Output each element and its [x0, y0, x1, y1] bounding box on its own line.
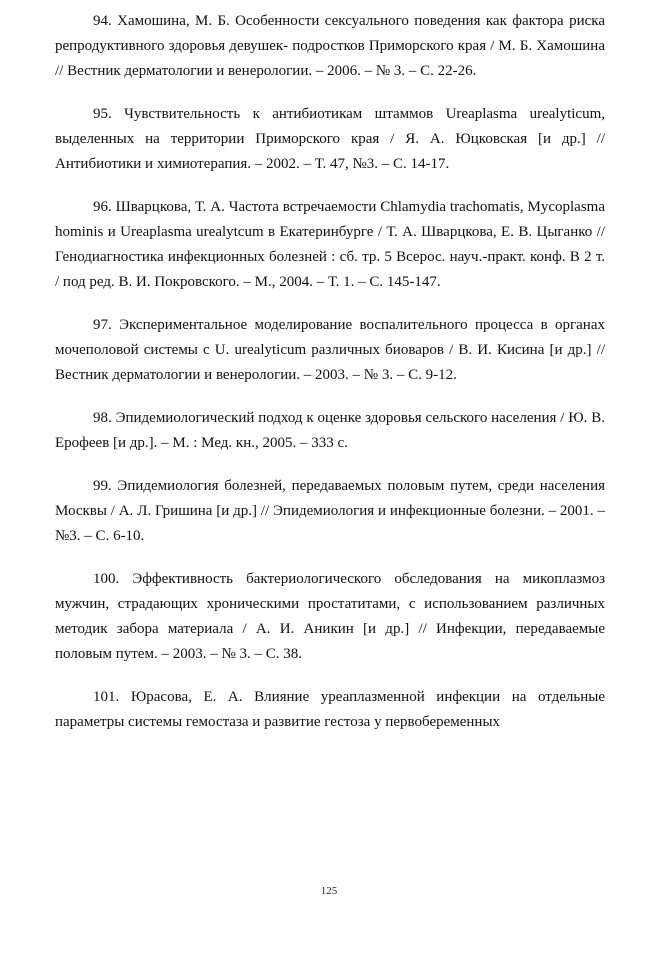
- reference-97: 97. Экспериментальное моделирование воспалительного процесса в органах мочеполовой системы с U. urealyticum различных биоваров / В. И. Кисина [и др.] // Вестник дерматологии и венерологии. – 2003. – № 3. – С. 9-12.: [55, 317, 605, 383]
- reference-99: 99. Эпидемиология болезней, передаваемых половым путем, среди населения Москвы / А. Л. Гришина [и др.] // Эпидемиология и инфекционные болезни. – 2001. – №3. – С. 6-10.: [55, 478, 605, 544]
- reference-list: [55, 9, 605, 753]
- reference-95: 95. Чувствительность к антибиотикам штаммов Ureaplasma urealyticum, выделенных на территории Приморского края / Я. А. Юцковская [и др.] // Антибиотики и химиотерапия. – 2002. – Т. 47, №3. – С. 14-17.: [55, 106, 605, 172]
- reference-96: 96. Шварцкова, Т. А. Частота встречаемости Chlamydia trachomatis, Mycoplasma hominis и Ureaplasma urealytcum в Екатеринбурге / Т. А. Шварцкова, Е. В. Цыганко // Генодиагностика инфекционных болезней : сб. тр. 5 Всерос. науч.-практ. конф. В 2 т. / под ред. В. И. Покровского. – М., 2004. – Т. 1. – С. 145-147.: [55, 199, 605, 290]
- page-number: 125: [320, 885, 338, 897]
- reference-94: 94. Хамошина, М. Б. Особенности сексуального поведения как фактора риска репродуктивного здоровья девушек- подростков Приморского края / М. Б. Хамошина // Вестник дерматологии и венерологии. – 2006. – № 3. – С. 22-26.: [55, 13, 605, 79]
- reference-98: 98. Эпидемиологический подход к оценке здоровья сельского населения / Ю. В. Ерофеев [и др.]. – М. : Мед. кн., 2005. – 333 с.: [55, 410, 605, 451]
- reference-101: 101. Юрасова, Е. А. Влияние уреаплазменной инфекции на отдельные параметры системы гемостаза и развитие гестоза у первобеременных: [55, 689, 605, 730]
- reference-100: 100. Эффективность бактериологического обследования на микоплазмоз мужчин, страдающих хроническими простатитами, с использованием различных методик забора материала / А. И. Аникин [и др.] // Инфекции, передаваемые половым путем. – 2003. – № 3. – С. 38.: [55, 571, 605, 662]
